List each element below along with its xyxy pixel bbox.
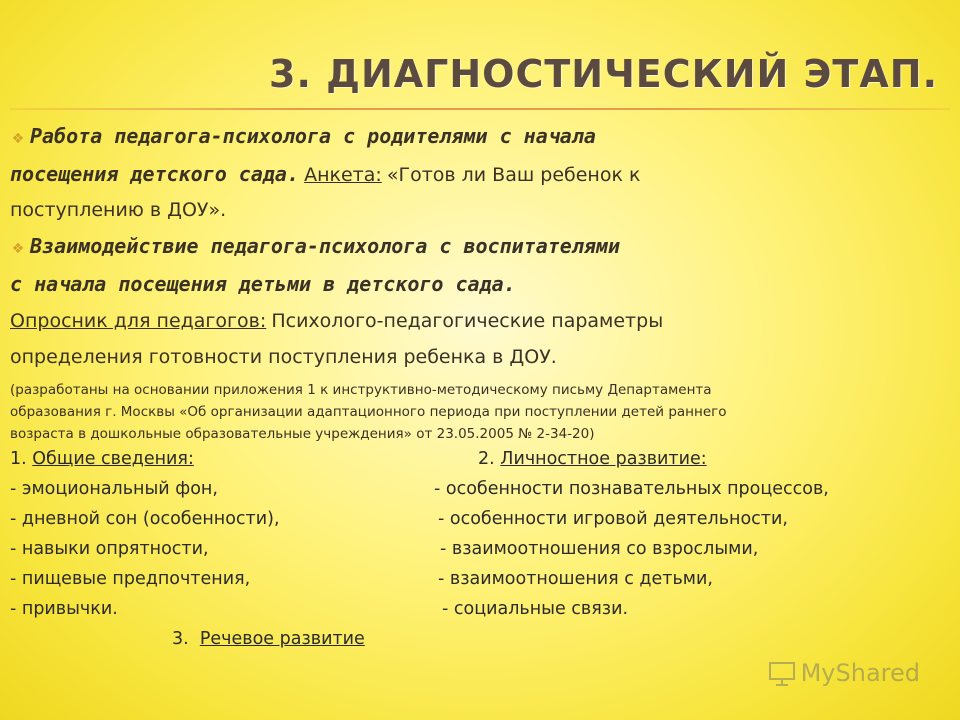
questionnaire-line-1 — [10, 303, 945, 340]
list-item — [10, 599, 945, 629]
survey-title-b: поступлению в ДОУ». — [10, 199, 227, 221]
source-note-line-1: (разработаны на основании приложения 1 к инструктивно-методическому письму Департамента — [10, 382, 712, 398]
bullet-1-heading-a: Работа педагога-психолога с родителями с начала — [30, 124, 596, 148]
list-item-right: - взаимоотношения с детьми, — [438, 569, 713, 589]
bullet-1-heading-b: посещения детского сада. — [10, 162, 299, 186]
slide-content — [10, 118, 945, 659]
questionnaire-text-b: определения готовности поступления ребенка в ДОУ. — [10, 346, 557, 368]
watermark-text: MyShared — [800, 659, 920, 687]
source-note — [10, 379, 945, 445]
questionnaire-text-a: Психолого-педагогические параметры — [271, 310, 664, 332]
section-3-header — [10, 629, 945, 659]
questionnaire-link[interactable]: Опросник для педагогов: — [10, 310, 267, 332]
diamond-bullet-icon: ❖ — [11, 241, 25, 257]
list-item-right: - особенности игровой деятельности, — [438, 509, 788, 529]
section-1-header — [10, 449, 194, 469]
section-1-number: 1. — [10, 449, 27, 469]
title-divider — [10, 108, 950, 110]
diamond-bullet-icon: ❖ — [11, 131, 25, 147]
bullet-2 — [10, 228, 945, 267]
list-item-right: - взаимоотношения со взрослыми, — [440, 539, 759, 559]
list-item-right: - особенности познавательных процессов, — [434, 479, 829, 499]
section-2-header — [478, 449, 707, 469]
list-item — [10, 569, 945, 599]
list-item-left: - дневной сон (особенности), — [10, 509, 280, 529]
bullet-1 — [10, 118, 945, 157]
section-2-number: 2. — [478, 449, 495, 469]
survey-link[interactable]: Анкета: — [304, 164, 382, 186]
presentation-icon — [767, 658, 797, 688]
section-3-number: 3. — [172, 629, 189, 649]
list-item — [10, 539, 945, 569]
bullet-2-heading-a: Взаимодействие педагога-психолога с воспитателями — [30, 234, 621, 258]
bullet-1-line-2 — [10, 157, 945, 193]
source-note-line-2: образования г. Москвы «Об организации адаптационного периода при поступлении детей раннего — [10, 404, 727, 420]
section-3-wrap — [172, 629, 365, 649]
section-headers — [10, 449, 945, 479]
list-item-right: - социальные связи. — [442, 599, 629, 619]
slide-title: 3. ДИАГНОСТИЧЕСКИЙ ЭТАП. — [269, 52, 938, 96]
list-item-left: - пищевые предпочтения, — [10, 569, 251, 589]
section-2-label[interactable]: Личностное развитие: — [500, 449, 707, 469]
survey-title-a: «Готов ли Ваш ребенок к — [386, 164, 641, 186]
list-item — [10, 479, 945, 509]
list-item — [10, 509, 945, 539]
watermark-logo — [767, 658, 920, 688]
list-item-left: - навыки опрятности, — [10, 539, 209, 559]
bullet-2-line-2 — [10, 267, 945, 303]
section-1-label[interactable]: Общие сведения: — [32, 449, 194, 469]
source-note-line-3: возраста в дошкольные образовательные учреждения» от 23.05.2005 № 2-34-20) — [10, 426, 595, 442]
bullet-2-heading-b: с начала посещения детьми в детского сада. — [10, 272, 516, 296]
list-item-left: - привычки. — [10, 599, 118, 619]
questionnaire-line-2 — [10, 340, 945, 375]
section-3-label[interactable]: Речевое развитие — [199, 629, 365, 649]
list-item-left: - эмоциональный фон, — [10, 479, 218, 499]
bullet-1-line-3 — [10, 193, 945, 228]
